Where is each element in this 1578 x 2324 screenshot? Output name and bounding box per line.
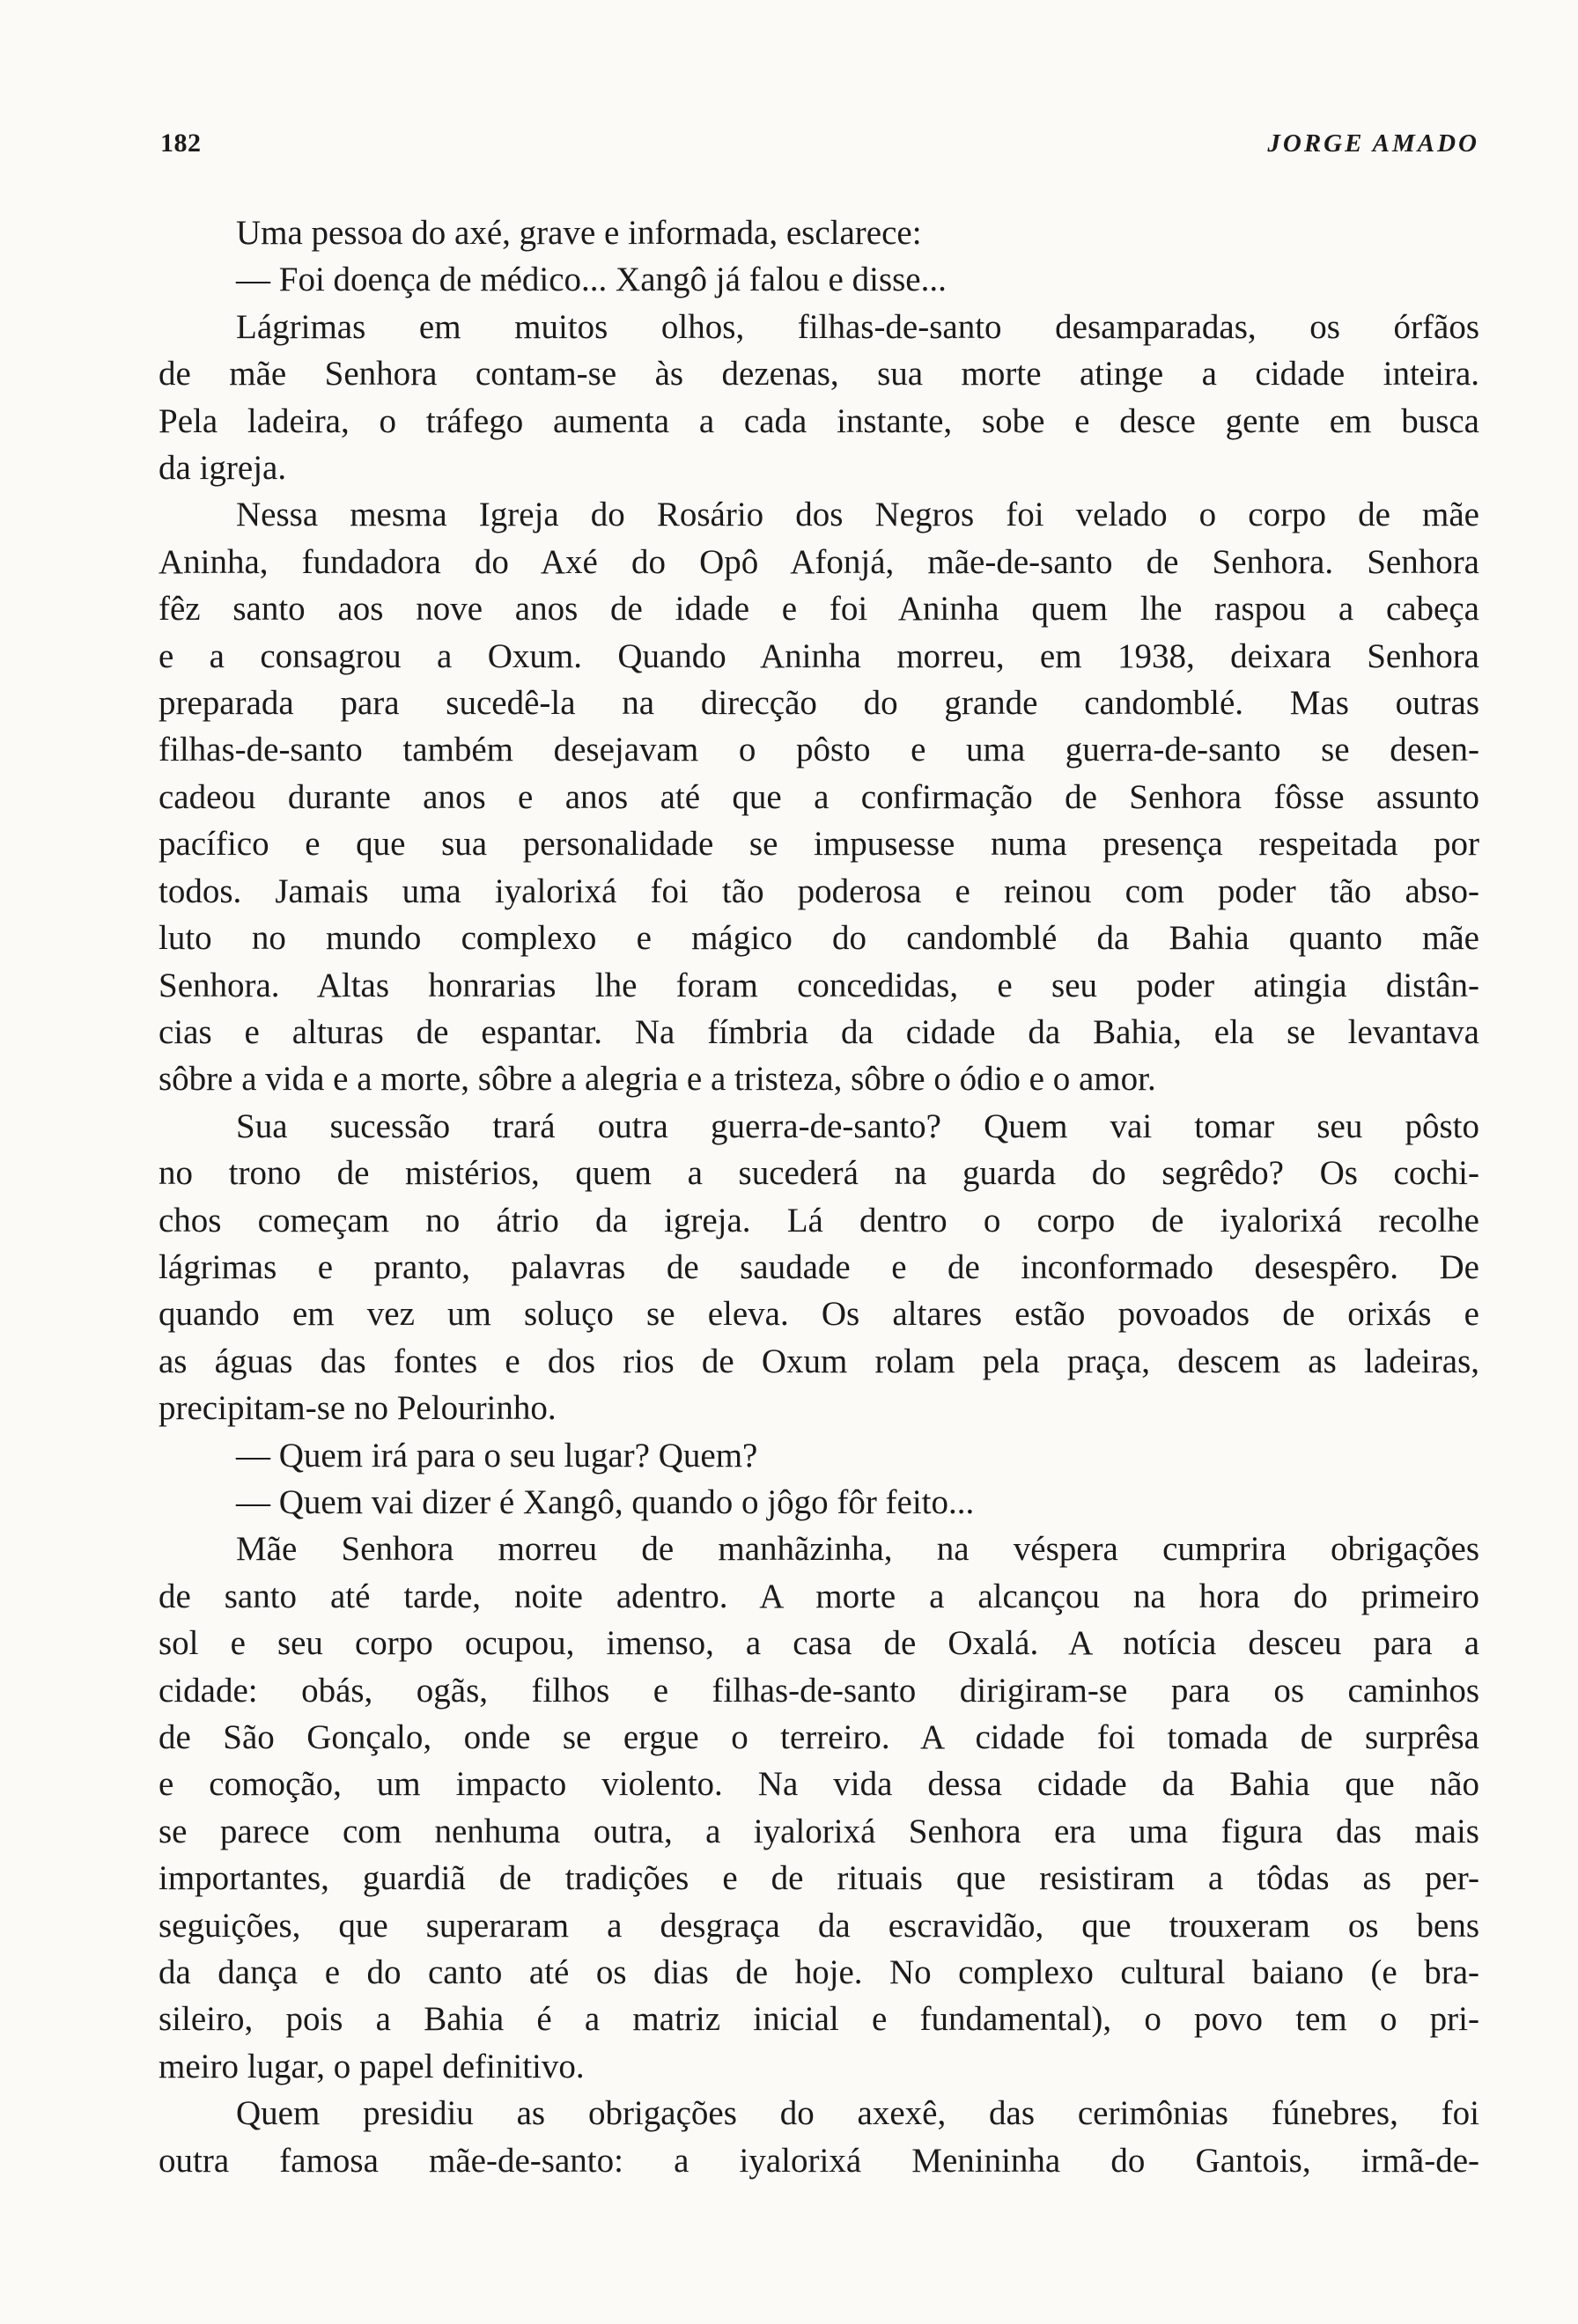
text-line: Senhora. Altas honrarias lhe foram concedidas, e seu poder atingia distân- [159,966,1479,1004]
text-line: importantes, guardiã de tradições e de rituais que resistiram a tôdas as per- [159,1859,1479,1898]
text-line: no trono de mistérios, quem a sucederá na guarda do segrêdo? Os cochi- [159,1154,1479,1193]
text-line: sôbre a vida e a morte, sôbre a alegria e a tristeza, sôbre o ódio e o amor. [159,1060,1156,1099]
text-line: de mãe Senhora contam-se às dezenas, sua morte atinge a cidade inteira. [159,355,1479,393]
text-line: da igreja. [159,449,287,488]
text-line: de São Gonçalo, onde se ergue o terreiro. A cidade foi tomada de surprêsa [159,1718,1479,1756]
text-line: — Foi doença de médico... Xangô já falou e disse... [236,261,947,299]
text-line: lágrimas e pranto, palavras de saudade e de inconformado desespêro. De [159,1247,1479,1286]
text-line: todos. Jamais uma iyalorixá foi tão poderosa e reinou com poder tão abso- [159,872,1479,910]
text-line: e a consagrou a Oxum. Quando Aninha morreu, em 1938, deixara Senhora [159,636,1479,675]
text-line: Lágrimas em muitos olhos, filhas-de-santo desamparadas, os órfãos [236,307,1479,346]
page-header [160,129,1479,169]
text-line: quando em vez um soluço se eleva. Os altares estão povoados de orixás e [159,1295,1479,1334]
text-line: fêz santo aos nove anos de idade e foi Aninha quem lhe raspou a cabeça [159,590,1479,629]
text-line: e comoção, um impacto violento. Na vida dessa cidade da Bahia que não [159,1765,1479,1804]
text-line: Nessa mesma Igreja do Rosário dos Negros foi velado o corpo de mãe [236,496,1479,534]
running-head: JORGE AMADO [1267,129,1479,158]
text-line: as águas das fontes e dos rios de Oxum rolam pela praça, descem as ladeiras, [159,1342,1479,1380]
text-line: sol e seu corpo ocupou, imenso, a casa de Oxalá. A notícia desceu para a [159,1624,1479,1663]
text-line: cadeou durante anos e anos até que a confirmação de Senhora fôsse assunto [159,777,1479,816]
text-line: cias e alturas de espantar. Na fímbria da cidade da Bahia, ela se levantava [159,1012,1479,1051]
text-line: Uma pessoa do axé, grave e informada, esclarece: [236,214,922,252]
text-line: se parece com nenhuma outra, a iyalorixá Senhora era uma figura das mais [159,1812,1479,1850]
text-line: meiro lugar, o papel definitivo. [159,2047,585,2085]
text-line: pacífico e que sua personalidade se impusesse numa presença respeitada por [159,825,1479,864]
text-line: preparada para sucedê-la na direcção do grande candomblé. Mas outras [159,684,1479,723]
body-text [159,210,1479,2184]
text-line: — Quem irá para o seu lugar? Quem? [236,1436,758,1475]
text-line: sileiro, pois a Bahia é a matriz inicial e fundamental), o povo tem o pri- [159,2000,1479,2039]
text-line: Pela ladeira, o tráfego aumenta a cada instante, sobe e desce gente em busca [159,401,1479,440]
text-line: chos começam no átrio da igreja. Lá dentro o corpo de iyalorixá recolhe [159,1201,1479,1239]
text-line: Aninha, fundadora do Axé do Opô Afonjá, mãe-de-santo de Senhora. Senhora [159,542,1479,581]
text-line: — Quem vai dizer é Xangô, quando o jôgo fôr feito... [236,1482,975,1521]
text-line: cidade: obás, ogãs, filhos e filhas-de-santo dirigiram-se para os caminhos [159,1671,1479,1710]
text-line: outra famosa mãe-de-santo: a iyalorixá Menininha do Gantois, irmã-de- [159,2141,1479,2180]
text-line: Quem presidiu as obrigações do axexê, das cerimônias fúnebres, foi [236,2094,1479,2133]
text-line: da dança e do canto até os dias de hoje. No complexo cultural baiano (e bra- [159,1953,1479,1992]
text-line: Mãe Senhora morreu de manhãzinha, na véspera cumprira obrigações [236,1530,1479,1569]
text-line: precipitam-se no Pelourinho. [159,1389,557,1428]
text-line: filhas-de-santo também desejavam o pôsto e uma guerra-de-santo se desen- [159,731,1479,769]
text-line: de santo até tarde, noite adentro. A morte a alcançou na hora do primeiro [159,1577,1479,1615]
page-number: 182 [160,129,202,158]
text-line: seguições, que superaram a desgraça da escravidão, que trouxeram os bens [159,1906,1479,1945]
text-line: Sua sucessão trará outra guerra-de-santo? Quem vai tomar seu pôsto [236,1107,1479,1145]
text-line: luto no mundo complexo e mágico do candomblé da Bahia quanto mãe [159,919,1479,958]
